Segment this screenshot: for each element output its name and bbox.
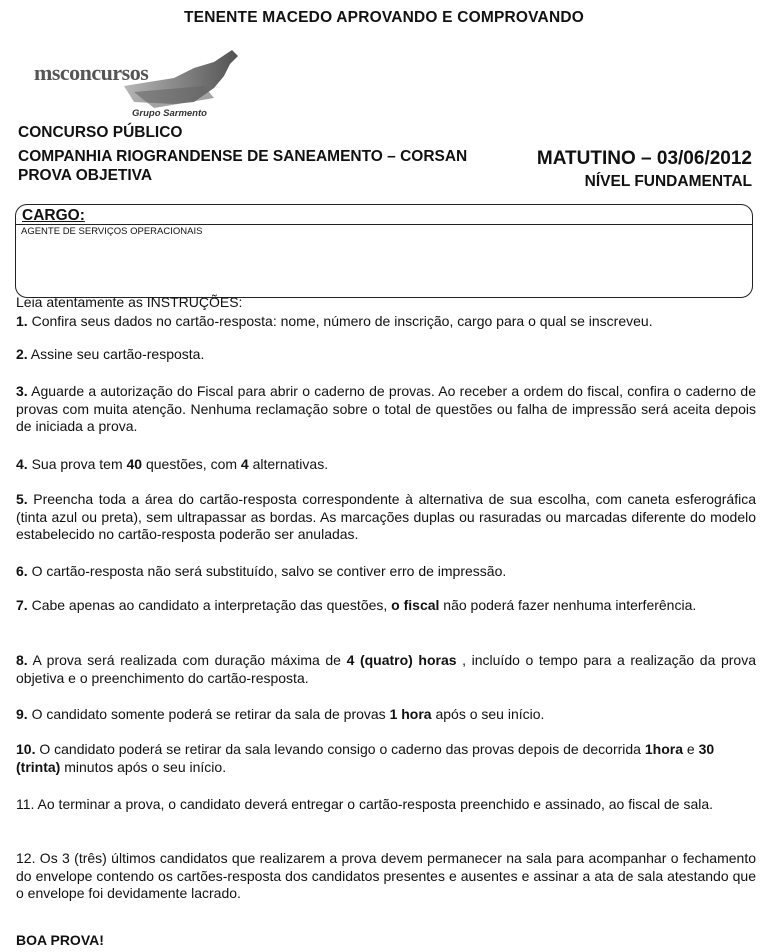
instruction-9: 9. O candidato somente poderá se retirar da sala de provas 1 hora após o seu início.	[16, 706, 545, 722]
header-line-company: COMPANHIA RIOGRANDENSE DE SANEAMENTO – CORSAN	[18, 148, 468, 165]
instruction-number: 5.	[16, 491, 28, 507]
instruction-number: 6.	[16, 563, 28, 579]
logo-subtitle: Grupo Sarmento	[132, 108, 207, 119]
header-line-concurso: CONCURSO PÚBLICO	[18, 124, 183, 141]
session-date: MATUTINO – 03/06/2012	[536, 148, 752, 169]
instruction-3	[16, 383, 756, 436]
instruction-number: 10.	[16, 741, 36, 757]
cargo-divider	[16, 224, 752, 225]
instruction-number: 3.	[16, 383, 28, 399]
instruction-2	[16, 346, 756, 364]
instruction-number: 4.	[16, 456, 28, 472]
cargo-box	[15, 204, 753, 298]
instruction-number: 8.	[16, 652, 28, 668]
instruction-text: O cartão-resposta não será substituído, salvo se contiver erro de impressão.	[27, 563, 507, 579]
instruction-text: Assine seu cartão-resposta.	[27, 346, 205, 362]
header-line-prova: PROVA OBJETIVA	[18, 167, 153, 184]
instruction-5	[16, 491, 756, 544]
instruction-number: 9.	[16, 706, 28, 722]
instruction-6	[16, 563, 756, 581]
instruction-4: 4. Sua prova tem 40 questões, com 4 alternativas.	[16, 456, 329, 472]
instruction-text: Preencha toda a área do cartão-resposta correspondente à alternativa de sua escolha, com caneta esferográfica (tinta azul ou preta), sem ultrapassar as bordas. As marcações duplas ou rasuradas ou marcadas diferente do modelo estabelecido no cartão-resposta poderão ser anuladas.	[16, 491, 756, 542]
instruction-number: 2.	[16, 346, 28, 362]
cargo-label: CARGO:	[22, 207, 85, 224]
instruction-11: 11. Ao terminar a prova, o candidato deverá entregar o cartão-resposta preenchido e assinado, ao fiscal de sala.	[16, 796, 714, 812]
top-title: TENENTE MACEDO APROVANDO E COMPROVANDO	[184, 9, 584, 26]
instruction-number: 1.	[16, 313, 28, 329]
instruction-8: 8. A prova será realizada com duração máxima de 4 (quatro) horas , incluído o tempo para a realização da prova objetiva e o preenchimento do cartão-resposta.	[16, 652, 756, 686]
instruction-text: Confira seus dados no cartão-resposta: nome, número de inscrição, cargo para o qual se inscreveu.	[27, 313, 653, 329]
instruction-10: 10. O candidato poderá se retirar da sala levando consigo o caderno das provas depois de decorrida 1hora e 30 (trinta) minutos após o seu início.	[16, 741, 715, 775]
instruction-12: 12. Os 3 (três) últimos candidatos que realizarem a prova devem permanecer na sala para acompanhar o fechamento do envelope contendo os cartões-resposta dos candidatos presentes e ausentes e assinar a ata de sala atestando que o envelope foi devidamente lacrado.	[16, 850, 756, 901]
logo	[34, 48, 244, 123]
instruction-number: 7.	[16, 597, 28, 613]
instructions-intro: Leia atentamente as INSTRUÇÕES:	[16, 294, 243, 310]
instruction-1	[16, 313, 756, 331]
closing-text: BOA PROVA!	[16, 932, 104, 948]
logo-text: msconcursos	[34, 60, 149, 85]
cargo-value: AGENTE DE SERVIÇOS OPERACIONAIS	[21, 226, 203, 237]
instruction-text: Aguarde a autorização do Fiscal para abrir o caderno de provas. Ao receber a ordem do fiscal, confira o caderno de provas com muita atenção. Nenhuma reclamação sobre o total de questões ou falha de impressão será aceita depois de iniciada a prova.	[16, 383, 756, 434]
level: NÍVEL FUNDAMENTAL	[584, 173, 752, 190]
instruction-7: 7. Cabe apenas ao candidato a interpretação das questões, o fiscal não poderá fazer nenhuma interferência.	[16, 597, 697, 613]
